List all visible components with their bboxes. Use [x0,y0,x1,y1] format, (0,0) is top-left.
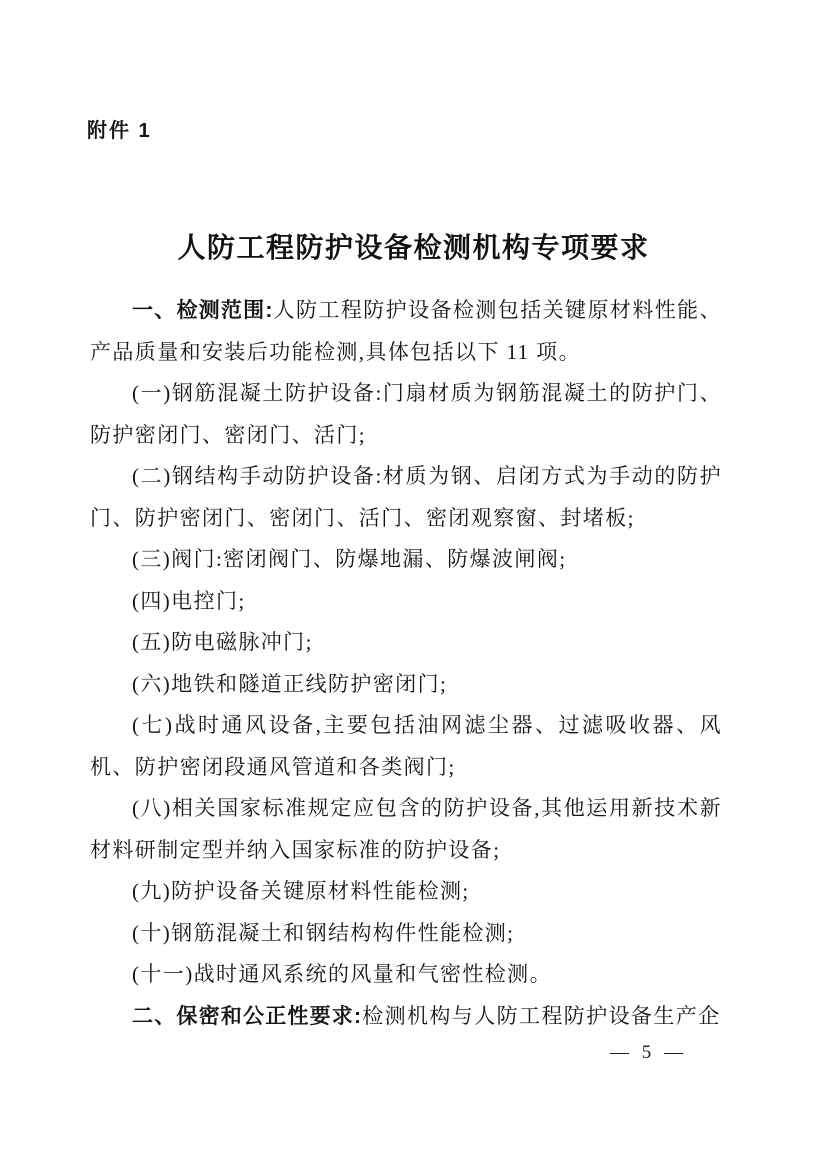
item-10-text: (十)钢筋混凝土和钢结构构件性能检测; [132,920,515,945]
paragraph-item-4 [90,581,722,623]
section-1-heading: 一、检测范围: [132,299,274,322]
item-8-text: (八)相关国家标准规定应包含的防护设备,其他运用新技术新材料研制定型并纳入国家标准的防护设备; [90,796,722,862]
paragraph-item-2 [90,456,722,539]
item-4-text: (四)电控门; [132,588,246,613]
paragraph-item-6 [90,664,722,706]
section-2-heading: 二、保密和公正性要求: [132,1004,363,1028]
item-6-text: (六)地铁和隧道正线防护密闭门; [132,671,448,696]
paragraph-item-7 [90,705,722,788]
document-body [90,290,722,1037]
paragraph-item-5 [90,622,722,664]
section-1-text: 人防工程防护设备检测包括关键原材料性能、产品质量和安装后功能检测,具体包括以下 11 项。 [90,298,722,364]
page-title: 人防工程防护设备检测机构专项要求 [177,232,650,264]
paragraph-item-10 [90,913,722,955]
item-1-text: (一)钢筋混凝土防护设备:门扇材质为钢筋混凝土的防护门、防护密闭门、密闭门、活门; [90,381,722,447]
item-9-text: (九)防护设备关键原材料性能检测; [132,879,470,903]
paragraph-item-9 [90,871,722,913]
attachment-label: 附件 1 [87,120,152,142]
item-2-text: (二)钢结构手动防护设备:材质为钢、启闭方式为手动的防护门、防护密闭门、密闭门、活门、密闭观察窗、封堵板; [90,464,722,530]
paragraph-section-1 [90,290,722,373]
paragraph-item-11 [90,954,722,996]
item-7-text: (七)战时通风设备,主要包括油网滤尘器、过滤吸收器、风机、防护密闭段通风管道和各类阀门; [90,713,722,779]
paragraph-item-1 [90,373,722,456]
item-11-text: (十一)战时通风系统的风量和气密性检测。 [132,962,552,986]
section-2-text: 检测机构与人防工程防护设备生产企 [362,1003,721,1028]
item-3-text: (三)阀门:密闭阀门、防爆地漏、防爆波闸阀; [132,547,567,571]
item-5-text: (五)防电磁脉冲门; [132,630,313,654]
paragraph-item-3 [90,539,722,581]
paragraph-item-8 [90,788,722,871]
paragraph-section-2 [90,996,722,1038]
page-number: — 5 — [610,1042,687,1063]
